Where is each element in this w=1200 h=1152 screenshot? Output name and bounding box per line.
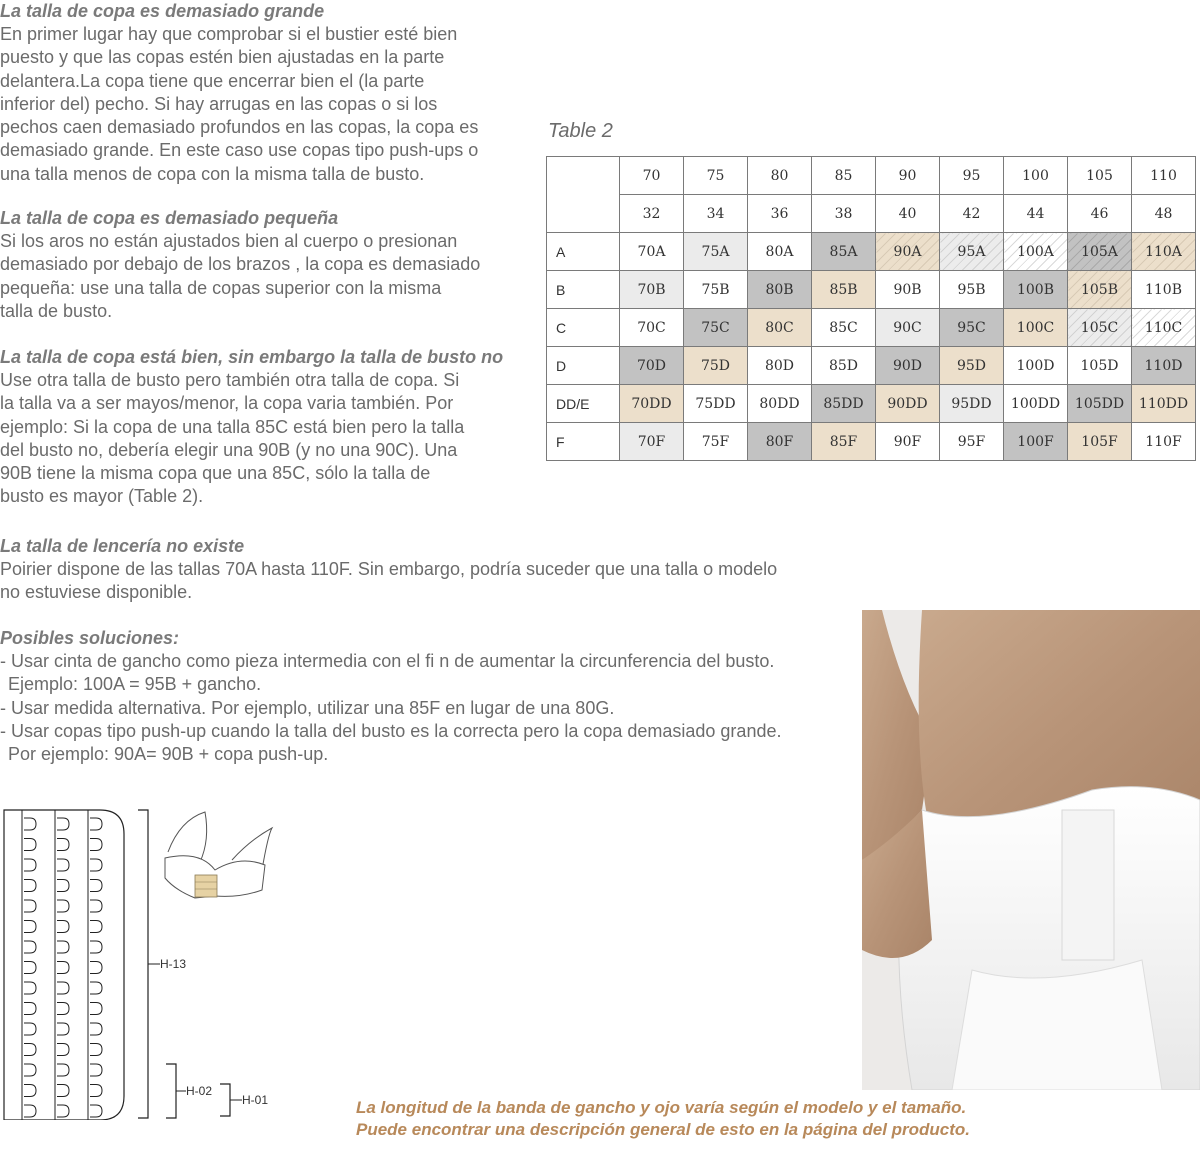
- section-band-size-wrong: [0, 346, 545, 509]
- list-item: - Usar medida alternativa. Por ejemplo, utilizar una 85F en lugar de una 80G.: [0, 697, 615, 718]
- solutions-heading: Posibles soluciones:: [0, 628, 180, 648]
- header-us-size: 38: [812, 195, 876, 233]
- size-cell: 105DD: [1068, 385, 1132, 423]
- size-cell: 95C: [940, 309, 1004, 347]
- size-cell: 105B: [1068, 271, 1132, 309]
- row-cup-label: DD/E: [547, 385, 620, 423]
- h02-bracket: [166, 1064, 212, 1118]
- header-eu-size: 95: [940, 157, 1004, 195]
- section-text: Si los aros no están ajustados bien al cuerpo o presionan demasiado por debajo de los brazos , la copa es demasiado pequeña: use una talla de copas superior con la misma talla de busto.: [0, 231, 481, 321]
- size-cell: 75B: [684, 271, 748, 309]
- size-cell: 70D: [620, 347, 684, 385]
- header-eu-size: 85: [812, 157, 876, 195]
- table-row: [547, 233, 1196, 271]
- header-us-size: 36: [748, 195, 812, 233]
- size-cell: 80C: [748, 309, 812, 347]
- table-row: [547, 385, 1196, 423]
- section-size-not-exist: [0, 535, 860, 605]
- size-cell: 100C: [1004, 309, 1068, 347]
- header-eu-size: 100: [1004, 157, 1068, 195]
- size-cell: 80B: [748, 271, 812, 309]
- header-us-size: 42: [940, 195, 1004, 233]
- solutions-list: [0, 650, 860, 766]
- table-body: [547, 157, 1196, 461]
- label-h02: H-02: [186, 1084, 213, 1098]
- header-us-size: 48: [1132, 195, 1196, 233]
- size-cell: 110DD: [1132, 385, 1196, 423]
- size-cell: 100A: [1004, 233, 1068, 271]
- size-cell: 90F: [876, 423, 940, 461]
- section-cup-too-small: [0, 207, 540, 323]
- header-us-size: 32: [620, 195, 684, 233]
- section-text: Use otra talla de busto pero también otra talla de copa. Si la talla va a ser mayos/menor, la copa varia también. Por ejemplo: Si la copa de una talla 85C está bien pero la talla del busto no, debería elegir una 90B (y no una 90C). Una 90B tiene la misma copa que una 85C, sólo la talla de busto es mayor (Table 2).: [0, 370, 465, 507]
- header-eu-size: 80: [748, 157, 812, 195]
- size-cell: 95F: [940, 423, 1004, 461]
- size-cell: 90B: [876, 271, 940, 309]
- size-cell: 85B: [812, 271, 876, 309]
- size-cell: 85F: [812, 423, 876, 461]
- table-row: [547, 347, 1196, 385]
- caption: La longitud de la banda de gancho y ojo varía según el modelo y el tamaño. Puede encontrar una descripción general de esto en la página del producto.: [356, 1098, 971, 1139]
- section-heading: La talla de copa está bien, sin embargo la talla de busto no: [0, 347, 504, 367]
- section-heading: La talla de lencería no existe: [0, 536, 245, 556]
- table-row: [547, 195, 1196, 233]
- table-row: [547, 309, 1196, 347]
- size-cell: 70F: [620, 423, 684, 461]
- row-cup-label: A: [547, 233, 620, 271]
- section-text: Poirier dispone de las tallas 70A hasta 110F. Sin embargo, podría suceder que una talla o modelo no estuviese disponible.: [0, 559, 778, 603]
- size-cell: 110B: [1132, 271, 1196, 309]
- row-cup-label: B: [547, 271, 620, 309]
- size-cell: 110C: [1132, 309, 1196, 347]
- size-cell: 70A: [620, 233, 684, 271]
- size-cell: 100B: [1004, 271, 1068, 309]
- size-cell: 100DD: [1004, 385, 1068, 423]
- corset-illustration: [862, 610, 1200, 1090]
- size-cell: 95A: [940, 233, 1004, 271]
- label-h13: H-13: [160, 957, 187, 971]
- section-text: En primer lugar hay que comprobar si el bustier esté bien puesto y que las copas estén bien ajustadas en la parte delantera.La copa tiene que encerrar bien el (la parte inferior del) pecho. Si hay arrugas en las copas o si los pechos caen demasiado profundos en las copas, la copa es demasiado grande. En este caso use copas tipo push-ups o una talla menos de copa con la misma talla de busto.: [0, 24, 479, 184]
- size-cell: 75C: [684, 309, 748, 347]
- size-cell: 95D: [940, 347, 1004, 385]
- size-cell: 110D: [1132, 347, 1196, 385]
- size-cell: 95DD: [940, 385, 1004, 423]
- size-cell: 85D: [812, 347, 876, 385]
- size-cell: 70B: [620, 271, 684, 309]
- size-table: [546, 156, 1196, 461]
- table-row: [547, 423, 1196, 461]
- size-cell: 90DD: [876, 385, 940, 423]
- section-heading: La talla de copa es demasiado pequeña: [0, 208, 339, 228]
- size-cell: 105C: [1068, 309, 1132, 347]
- header-eu-size: 110: [1132, 157, 1196, 195]
- table-title: Table 2: [548, 120, 613, 142]
- size-cell: 85C: [812, 309, 876, 347]
- size-cell: 75DD: [684, 385, 748, 423]
- size-cell: 85A: [812, 233, 876, 271]
- size-cell: 105A: [1068, 233, 1132, 271]
- header-eu-size: 70: [620, 157, 684, 195]
- row-cup-label: D: [547, 347, 620, 385]
- table-row: [547, 271, 1196, 309]
- section-cup-too-big: [0, 0, 540, 186]
- header-eu-size: 105: [1068, 157, 1132, 195]
- size-cell: 95B: [940, 271, 1004, 309]
- header-us-size: 34: [684, 195, 748, 233]
- size-cell: 80D: [748, 347, 812, 385]
- size-cell: 85DD: [812, 385, 876, 423]
- size-cell: 100F: [1004, 423, 1068, 461]
- row-cup-label: C: [547, 309, 620, 347]
- header-us-size: 40: [876, 195, 940, 233]
- header-eu-size: 75: [684, 157, 748, 195]
- size-cell: 100D: [1004, 347, 1068, 385]
- size-cell: 80A: [748, 233, 812, 271]
- section-solutions: [0, 627, 860, 766]
- size-cell: 90D: [876, 347, 940, 385]
- size-cell: 110A: [1132, 233, 1196, 271]
- header-us-size: 44: [1004, 195, 1068, 233]
- section-heading: La talla de copa es demasiado grande: [0, 1, 325, 21]
- size-cell: 75A: [684, 233, 748, 271]
- size-cell: 75F: [684, 423, 748, 461]
- table-corner: [547, 157, 620, 233]
- hook-eye-diagram: [0, 780, 330, 1120]
- header-us-size: 46: [1068, 195, 1132, 233]
- size-cell: 90C: [876, 309, 940, 347]
- size-cell: 80DD: [748, 385, 812, 423]
- h01-bracket: [220, 1084, 268, 1116]
- size-cell: 105F: [1068, 423, 1132, 461]
- size-cell: 80F: [748, 423, 812, 461]
- list-item: - Usar cinta de gancho como pieza intermedia con el fi n de aumentar la circunferencia del busto. Ejemplo: 100A = 95B + gancho.: [0, 651, 775, 695]
- size-cell: 70DD: [620, 385, 684, 423]
- table-row: [547, 157, 1196, 195]
- size-cell: 90A: [876, 233, 940, 271]
- hook-band-strip: [4, 810, 124, 1120]
- bra-sketch: [165, 812, 272, 898]
- size-cell: 70C: [620, 309, 684, 347]
- size-cell: 110F: [1132, 423, 1196, 461]
- size-cell: 105D: [1068, 347, 1132, 385]
- list-item: - Usar copas tipo push-up cuando la talla del busto es la correcta pero la copa demasiado grande. Por ejemplo: 90A= 90B + copa push-up.: [0, 720, 782, 765]
- size-cell: 75D: [684, 347, 748, 385]
- header-eu-size: 90: [876, 157, 940, 195]
- corset-photo: [862, 610, 1200, 1090]
- label-h01: H-01: [242, 1093, 269, 1107]
- row-cup-label: F: [547, 423, 620, 461]
